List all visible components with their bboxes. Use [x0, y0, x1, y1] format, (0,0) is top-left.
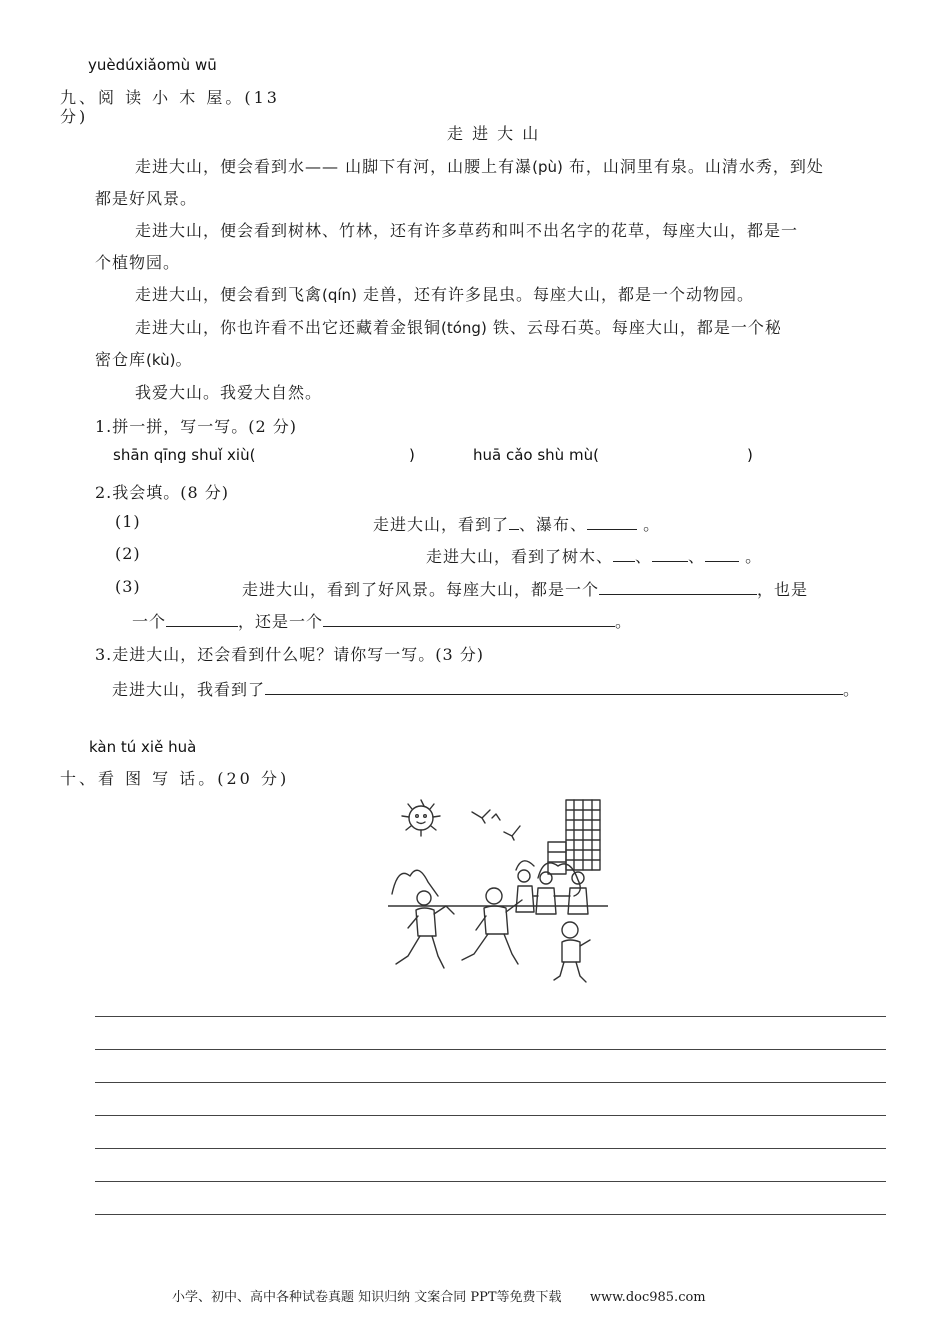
passage-paragraph-1-cont: 都是好风景。 [95, 189, 198, 208]
question-3-answer-line: 走进大山，我看到了 。 [112, 680, 861, 699]
question-1-item-1: shān qīng shuǐ xiù( [113, 446, 256, 464]
writing-line[interactable] [95, 1214, 886, 1215]
buildings-illustration [548, 800, 600, 874]
question-2-1-number: (1) [115, 512, 141, 531]
writing-line[interactable] [95, 1181, 886, 1182]
pinyin-annotation: (qín) [322, 286, 357, 304]
question-2-3-cont: 一个 ，还是一个 。 [132, 612, 633, 631]
writing-line[interactable] [95, 1016, 886, 1017]
pinyin-annotation: (tóng) [441, 319, 487, 337]
section10-title-pinyin: kàn tú xiě huà [89, 738, 197, 756]
question-2-3: 走进大山，看到了好风景。每座大山，都是一个 ，也是 [242, 580, 809, 599]
passage-paragraph-4-cont: 密仓库(kù)。 [95, 350, 193, 369]
scene-illustration [388, 796, 608, 986]
question-2-label: 2.我会填。(8 分) [95, 483, 230, 502]
blank-field[interactable] [587, 513, 637, 530]
person-father-illustration [462, 888, 522, 964]
section9-title-cont: 分) [60, 107, 89, 126]
blank-field[interactable] [509, 513, 519, 530]
blank-field[interactable] [652, 545, 688, 562]
passage-paragraph-3: 走进大山，便会看到飞禽(qín) 走兽，还有许多昆虫。每座大山，都是一个动物园。 [135, 285, 755, 304]
passage-paragraph-2: 走进大山，便会看到树林、竹林，还有许多草药和叫不出名字的花草，每座大山，都是一 [135, 221, 799, 240]
answer-paren-close: ) [409, 446, 415, 464]
person-grandpa-illustration [396, 891, 454, 968]
blank-field[interactable] [323, 610, 615, 627]
footer [172, 1286, 706, 1305]
section10-title: 十、看 图 写 话。(20 分) [60, 769, 290, 788]
passage-paragraph-2-cont: 个植物园。 [95, 253, 181, 272]
blank-field[interactable] [599, 578, 757, 595]
blank-field[interactable] [166, 610, 238, 627]
passage-title: 走 进 大 山 [447, 124, 541, 143]
pinyin-annotation: (kù) [146, 351, 176, 369]
answer-box-1[interactable] [285, 442, 405, 464]
blank-field[interactable] [265, 678, 843, 695]
writing-line[interactable] [95, 1082, 886, 1083]
passage-paragraph-1: 走进大山，便会看到水—— 山脚下有河，山腰上有瀑(pù) 布，山洞里有泉。山清水秀，到处 [135, 157, 824, 176]
question-1-item-2: huā cǎo shù mù( [473, 446, 599, 464]
answer-box-2[interactable] [622, 442, 742, 464]
blank-field[interactable] [613, 545, 635, 562]
question-2-3-number: (3) [115, 577, 141, 596]
question-2-1: 走进大山，看到了 、瀑布、 。 [373, 515, 661, 534]
writing-line[interactable] [95, 1049, 886, 1050]
footer-url[interactable]: www.doc985.com [589, 1290, 706, 1305]
section9-title-pinyin: yuèdúxiǎomù wū [88, 56, 217, 74]
person-child-illustration [554, 922, 590, 982]
question-3-label: 3.走进大山，还会看到什么呢？请你写一写。(3 分) [95, 645, 485, 664]
footer-text: 小学、初中、高中各种试卷真题 知识归纳 文案合同 PPT等免费下载 [172, 1290, 562, 1305]
answer-paren-close: ) [747, 446, 753, 464]
writing-line[interactable] [95, 1115, 886, 1116]
birds-illustration [472, 810, 520, 840]
pinyin-annotation: (pù) [532, 158, 563, 176]
blank-field[interactable] [705, 545, 739, 562]
question-2-2: 走进大山，看到了树木、 、 、 。 [426, 547, 763, 566]
question-2-2-number: (2) [115, 544, 141, 563]
sun-illustration [402, 800, 440, 836]
section9-title: 九、阅 读 小 木 屋。(13 [60, 88, 280, 107]
writing-line[interactable] [95, 1148, 886, 1149]
passage-paragraph-4: 走进大山，你也许看不出它还藏着金银铜(tóng) 铁、云母石英。每座大山，都是一个秘 [135, 318, 782, 337]
question-1-label: 1.拼一拼，写一写。(2 分) [95, 417, 298, 436]
passage-paragraph-5: 我爱大山。我爱大自然。 [135, 383, 323, 402]
